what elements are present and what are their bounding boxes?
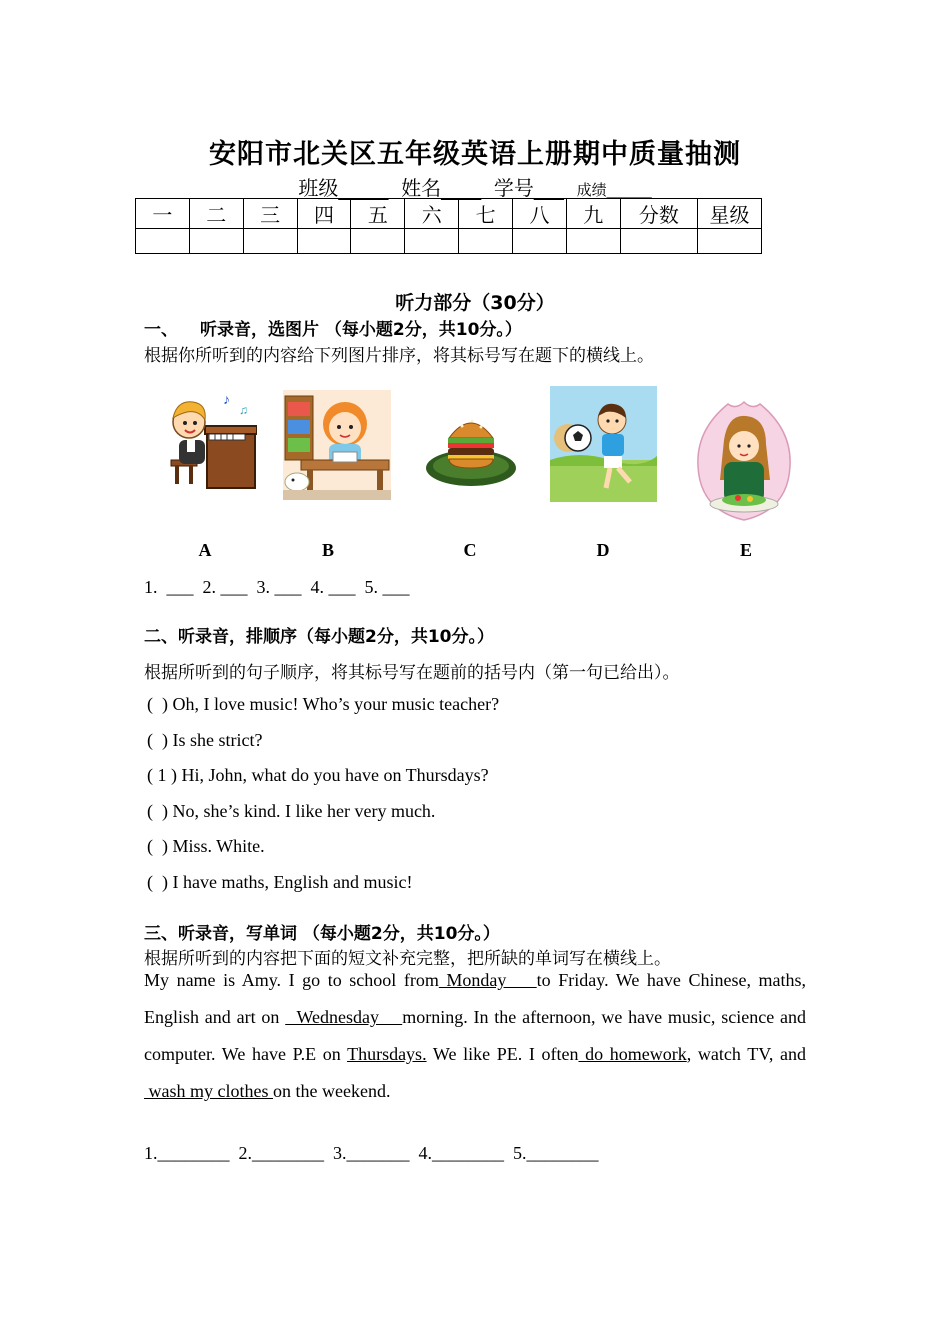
score-cell[interactable] <box>459 229 513 254</box>
score-col-8: 八 <box>513 199 567 229</box>
score-cell[interactable] <box>566 229 620 254</box>
cloze-passage <box>144 962 806 1110</box>
part1-number: 一、 <box>144 320 178 340</box>
picture-label-b: B <box>321 540 334 560</box>
part1-title: 听录音，选图片 （每小题2分，共10分。） <box>200 320 522 340</box>
student-id-field[interactable]: 学号___ <box>493 176 564 200</box>
picture-label-c: C <box>463 540 477 560</box>
score-cell[interactable] <box>136 229 190 254</box>
student-info-line <box>0 172 950 201</box>
girl-eating-salad-icon <box>694 400 794 522</box>
class-field[interactable]: 班级_____ <box>298 176 389 200</box>
picture-label-e: E <box>739 540 752 560</box>
score-cell[interactable] <box>697 229 761 254</box>
part3-title: 三、听录音，写单词 （每小题2分，共10分。） <box>144 924 500 944</box>
picture-label-a: A <box>198 540 212 560</box>
passage-text: , watch TV, and <box>686 1044 807 1064</box>
dialogue-line-1[interactable]: ( ) Oh, I love music! Who’s your music teacher? <box>147 694 500 714</box>
part1-answer-blanks[interactable]: 1. ___ 2. ___ 3. ___ 4. ___ 5. ___ <box>144 577 410 597</box>
dialogue-line-3[interactable]: ( 1 ) Hi, John, what do you have on Thursdays? <box>147 765 489 785</box>
hamburger-icon <box>424 408 518 488</box>
dialogue-line-6[interactable]: ( ) I have maths, English and music! <box>147 872 413 892</box>
dialogue-line-5[interactable]: ( ) Miss. White. <box>147 836 265 856</box>
score-cell[interactable] <box>513 229 567 254</box>
score-col-7: 七 <box>459 199 513 229</box>
boy-playing-piano-icon <box>165 390 257 494</box>
part2-title: 二、听录音，排顺序（每小题2分，共10分。） <box>144 627 494 647</box>
score-table-header-row <box>136 199 762 229</box>
svg-text:♪: ♪ <box>223 393 230 408</box>
score-cell[interactable] <box>297 229 351 254</box>
score-col-5: 五 <box>351 199 405 229</box>
score-cell[interactable] <box>189 229 243 254</box>
score-field[interactable]: 成绩______ <box>576 181 652 199</box>
passage-text: morning. In the afternoon, we have music, science and computer. We have P.E on <box>144 1007 806 1064</box>
score-cell[interactable] <box>351 229 405 254</box>
boy-playing-football-icon <box>550 386 657 502</box>
score-cell[interactable] <box>243 229 297 254</box>
passage-text: We like PE. I often <box>426 1044 579 1064</box>
score-col-3: 三 <box>243 199 297 229</box>
listening-section-title: 听力部分（30分） <box>395 292 555 314</box>
blank-answer-5[interactable]: wash my clothes <box>144 1081 273 1101</box>
dialogue-line-4[interactable]: ( ) No, she’s kind. I like her very much. <box>147 801 436 821</box>
score-col-2: 二 <box>189 199 243 229</box>
svg-text:♫: ♫ <box>239 403 248 417</box>
girl-reading-at-desk-icon <box>283 390 391 500</box>
score-cell[interactable] <box>405 229 459 254</box>
page-title: 安阳市北关区五年级英语上册期中质量抽测 <box>209 139 741 170</box>
score-col-6: 六 <box>405 199 459 229</box>
blank-answer-4[interactable]: do homework <box>578 1044 687 1064</box>
score-col-1: 一 <box>136 199 190 229</box>
passage-text: My name is Amy. I go to school from <box>144 970 439 990</box>
part1-instruction: 根据你所听到的内容给下列图片排序，将其标号写在题下的横线上。 <box>144 346 654 366</box>
dialogue-line-2[interactable]: ( ) Is she strict? <box>147 730 263 750</box>
score-table <box>135 198 762 254</box>
name-field[interactable]: 姓名____ <box>401 176 482 200</box>
score-col-9: 九 <box>566 199 620 229</box>
passage-text: to Friday. We have Chinese, maths, English and art on <box>144 970 807 1027</box>
blank-answer-3[interactable]: Thursdays. <box>347 1044 427 1064</box>
score-cell[interactable] <box>620 229 697 254</box>
blank-answer-2[interactable]: Wednesday <box>285 1007 403 1027</box>
passage-text: on the weekend. <box>272 1081 391 1101</box>
score-col-total: 分数 <box>620 199 697 229</box>
score-col-4: 四 <box>297 199 351 229</box>
picture-label-d: D <box>596 540 610 560</box>
part3-answer-blanks[interactable]: 1.________ 2.________ 3._______ 4.________ 5.________ <box>144 1143 599 1163</box>
score-col-stars: 星级 <box>697 199 761 229</box>
score-table-blank-row <box>136 229 762 254</box>
part3-instruction: 根据所听到的内容把下面的短文补充完整，把所缺的单词写在横线上。 <box>144 949 671 969</box>
blank-answer-1[interactable]: Monday <box>438 970 537 990</box>
part2-instruction: 根据所听到的句子顺序，将其标号写在题前的括号内（第一句已给出）。 <box>144 663 680 683</box>
